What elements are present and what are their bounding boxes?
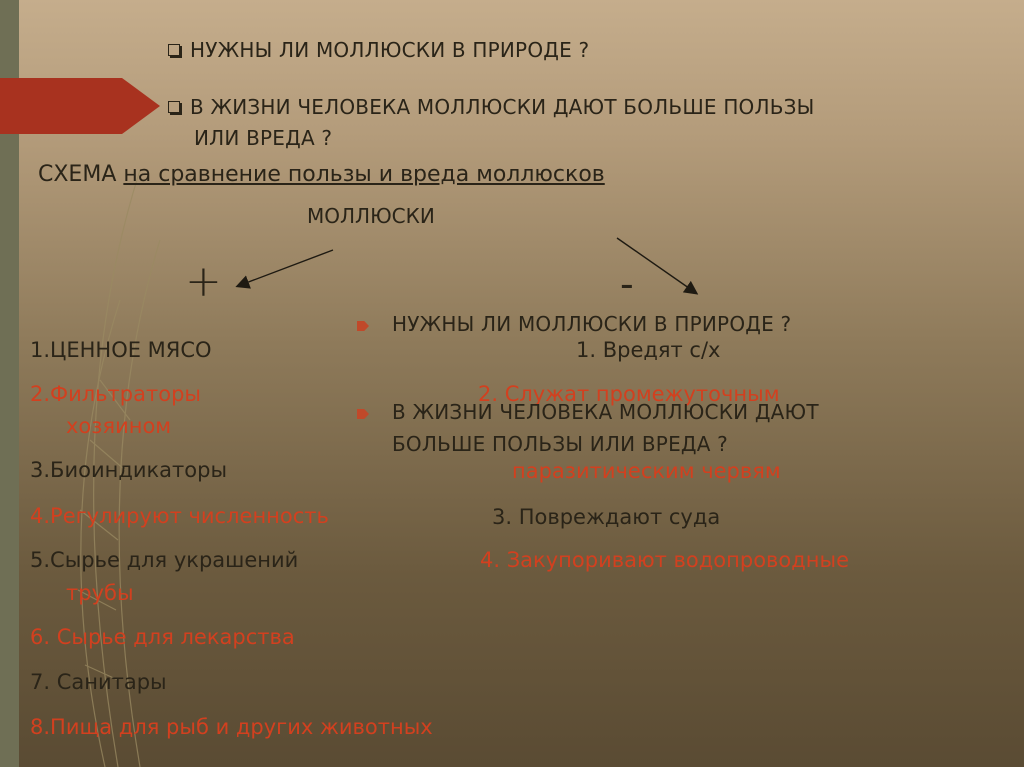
schema-title-underlined: на сравнение пользы и вреда моллюсков xyxy=(123,162,605,187)
benefit-item-4: 4.Регулируют численность xyxy=(30,504,329,528)
minus-sign: - xyxy=(620,262,634,306)
header-question-2: В ЖИЗНИ ЧЕЛОВЕКА МОЛЛЮСКИ ДАЮТ БОЛЬШЕ ПОЛЬЗЫ xyxy=(168,95,815,119)
schema-title: СХЕМА на сравнение пользы и вреда моллюсков xyxy=(38,162,605,187)
benefit-item-2: 2.Фильтраторы xyxy=(30,382,201,406)
schema-root-label: МОЛЛЮСКИ xyxy=(307,204,435,228)
overlay-question-2-line2: БОЛЬШЕ ПОЛЬЗЫ ИЛИ ВРЕДА ? xyxy=(392,432,728,456)
arrow-to-plus xyxy=(238,250,333,286)
benefit-item-8: 8.Пища для рыб и других животных xyxy=(30,715,433,739)
harm-item-1: 1. Вредят с/х xyxy=(576,338,721,362)
benefit-item-7: 7. Санитары xyxy=(30,670,167,694)
benefit-item-1: 1.ЦЕННОЕ МЯСО xyxy=(30,338,212,362)
harm-item-3: 3. Повреждают суда xyxy=(492,505,721,529)
harm-item-4: 4. Закупоривают водопроводные xyxy=(480,548,850,572)
harm-item-2: 2. Служат промежуточным xyxy=(478,382,780,406)
benefit-item-5: 5.Сырье для украшений xyxy=(30,548,299,572)
benefit-item-3: 3.Биоиндикаторы xyxy=(30,458,228,482)
overlay-question-2: В ЖИЗНИ ЧЕЛОВЕКА МОЛЛЮСКИ ДАЮТ xyxy=(392,400,819,424)
harm-item-2-cont-1: хозяином xyxy=(66,414,172,438)
harm-item-4-cont: трубы xyxy=(66,581,134,605)
arrow-to-minus xyxy=(617,238,696,293)
benefit-item-6: 6. Сырье для лекарства xyxy=(30,625,295,649)
header-question-1: НУЖНЫ ЛИ МОЛЛЮСКИ В ПРИРОДЕ ? xyxy=(168,38,589,62)
harm-item-2-cont-2: паразитическим червям xyxy=(512,459,781,483)
overlay-question-1: НУЖНЫ ЛИ МОЛЛЮСКИ В ПРИРОДЕ ? xyxy=(392,312,792,336)
plus-sign: + xyxy=(185,256,222,307)
header-question-2-line2: ИЛИ ВРЕДА ? xyxy=(194,126,333,150)
